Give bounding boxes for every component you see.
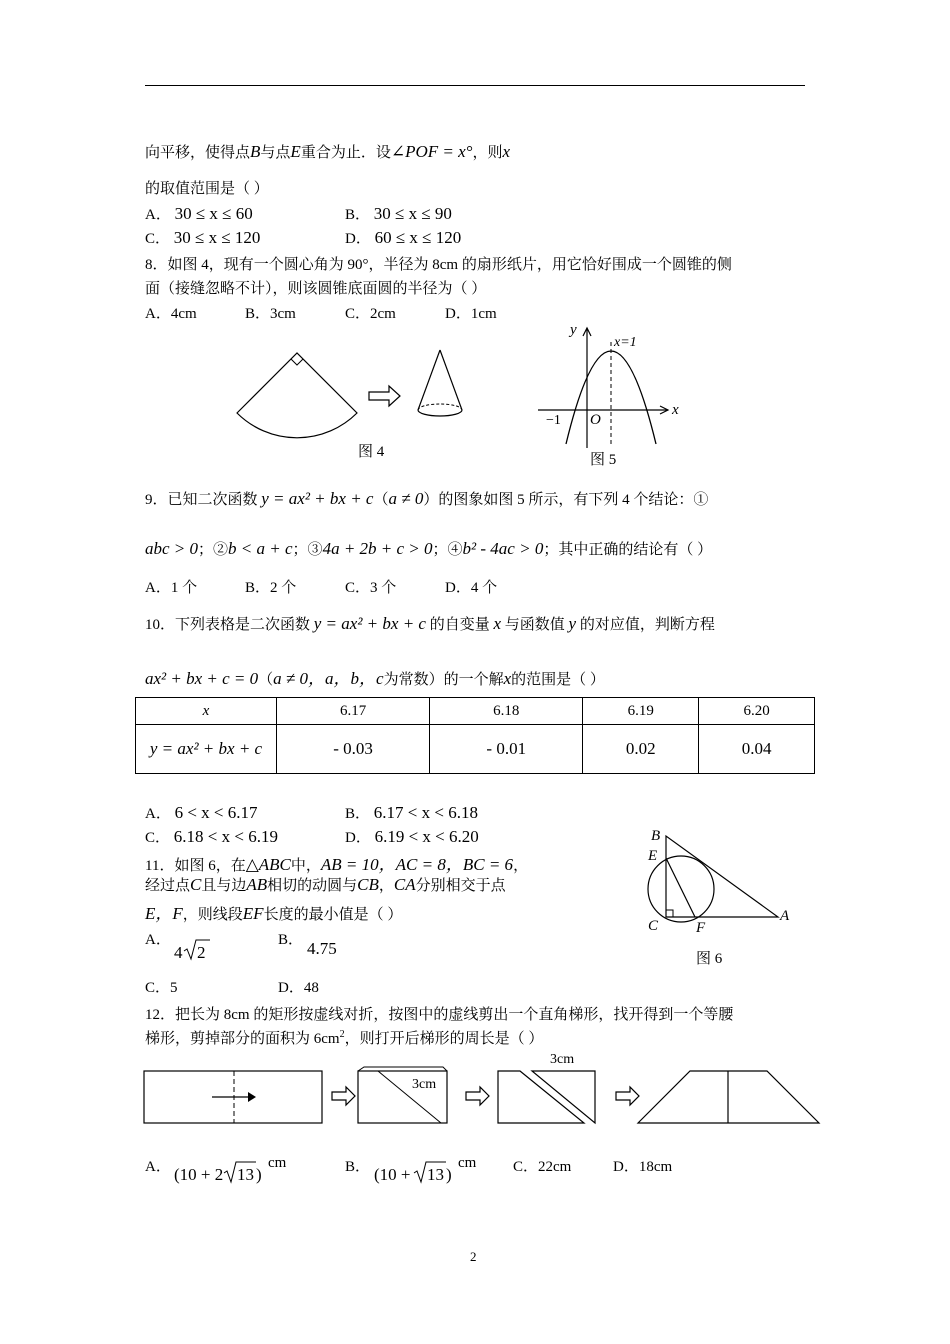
q9-condition: a ≠ 0 xyxy=(388,489,424,508)
cut-label-2: 3cm xyxy=(550,1052,575,1067)
step-arrow-icon xyxy=(332,1087,355,1105)
q9-line2 xyxy=(145,538,712,559)
q11-text-g: 分别相交于点 xyxy=(415,878,506,894)
option-suffix: ) xyxy=(446,1165,452,1184)
table-cell: 0.04 xyxy=(699,725,815,774)
segment-ef: EF xyxy=(242,904,264,923)
cut-label-1: 3cm xyxy=(412,1077,437,1092)
table-cell: - 0.01 xyxy=(430,725,583,774)
side-cb: CB xyxy=(357,875,379,894)
q9-tail: ；其中正确的结论有（ ） xyxy=(543,542,713,558)
segment-ef-line xyxy=(666,858,695,917)
var-y: y xyxy=(568,614,577,633)
q7-text-a: 向平移，使得点 xyxy=(145,145,251,161)
q9-text-a: 9．已知二次函数 xyxy=(145,492,258,508)
table-cell: 0.02 xyxy=(583,725,699,774)
q11-option-b-value: 4.75 xyxy=(307,939,337,958)
q8-option-a: A．4cm xyxy=(145,306,197,322)
option-prefix: (10 + xyxy=(374,1165,411,1184)
cone-right-edge xyxy=(440,350,462,410)
q12-option-a-unit: cm xyxy=(268,1155,287,1171)
step-arrow-icon xyxy=(466,1087,489,1105)
q7-option-b xyxy=(345,203,452,224)
option-radicand: 2 xyxy=(197,943,206,962)
right-angle-mark xyxy=(291,359,303,365)
q11-line1 xyxy=(145,850,528,875)
q12-line1: 12．把长为 8cm 的矩形按虚线对折，按图中的虚线剪出一个直角梯形，找开得到一个等腰 xyxy=(145,1007,734,1023)
option-expr: 6 < x < 6.17 xyxy=(174,803,258,822)
q11-option-a-expr xyxy=(170,936,220,964)
q11-text-f: 相切的动圆与 xyxy=(267,878,358,894)
q9-option-b: B．2 个 xyxy=(245,580,297,596)
q12-option-a-label: A． xyxy=(145,1159,171,1175)
point-b: B xyxy=(250,142,261,161)
q10-text-d: 的对应值，判断方程 xyxy=(579,617,715,633)
point-e: E xyxy=(290,142,301,161)
ac-length: ，AC = 8 xyxy=(378,855,446,874)
q11-line2 xyxy=(145,874,506,895)
q10-text-e: （ xyxy=(258,672,274,688)
page-number: 2 xyxy=(470,1249,477,1264)
option-coef: 4 xyxy=(174,943,183,962)
table-cell: - 0.03 xyxy=(277,725,430,774)
q10-option-c xyxy=(145,826,278,847)
q9-option-a: A．1 个 xyxy=(145,580,198,596)
q9-line1 xyxy=(145,488,708,509)
q10-option-b xyxy=(345,802,478,823)
option-label: B． xyxy=(345,806,371,822)
q9-conclusion-1: abc > 0 xyxy=(145,539,199,558)
q11-text-c: ， xyxy=(513,858,529,874)
value-table xyxy=(135,697,815,774)
q9-sep: ；③ xyxy=(292,542,323,558)
q8-option-b: B．3cm xyxy=(245,306,296,322)
q12-option-b-expr xyxy=(372,1158,458,1188)
q9-sep: ；④ xyxy=(432,542,463,558)
option-expr: 30 ≤ x ≤ 120 xyxy=(173,228,261,247)
q12-text-b: ，则打开后梯形的周长是（ ） xyxy=(344,1031,544,1047)
option-label: D． xyxy=(345,231,371,247)
q11-text-b: 中， xyxy=(290,858,321,874)
header-rule xyxy=(145,85,805,86)
q10-text-b: 的自变量 xyxy=(429,617,490,633)
q10-text-f: 为常数）的一个解 xyxy=(383,672,504,688)
table-cell: 6.20 xyxy=(699,698,815,725)
q12-option-b-unit: cm xyxy=(458,1155,477,1171)
q7-line2: 的取值范围是（ ） xyxy=(145,181,269,197)
side-ca: CA xyxy=(393,875,416,894)
option-label: D． xyxy=(345,830,371,846)
q11-text-h: ，则线段 xyxy=(182,907,243,923)
q12-option-c: C．22cm xyxy=(513,1159,572,1175)
ab-length: AB = 10 xyxy=(320,855,379,874)
option-label: C． xyxy=(145,231,171,247)
q12-option-b-label: B． xyxy=(345,1159,371,1175)
option-radicand: 13 xyxy=(427,1165,444,1184)
q11-option-b-label: B． xyxy=(278,932,304,948)
option-radicand: 13 xyxy=(237,1165,254,1184)
q9-text-c: ）的图象如图 5 所示，有下列 4 个结论：① xyxy=(423,492,709,508)
q7-option-c xyxy=(145,227,260,248)
q11-option-a-label: A． xyxy=(145,932,171,948)
q11-option-d: D．48 xyxy=(278,980,319,996)
label-b: B xyxy=(651,828,661,844)
q9-option-c: C．3 个 xyxy=(345,580,397,596)
figure-6 xyxy=(640,822,800,972)
q9-option-d: D．4 个 xyxy=(445,580,498,596)
option-label: B． xyxy=(345,207,371,223)
option-expr: 6.19 < x < 6.20 xyxy=(374,827,479,846)
q7-option-d xyxy=(345,227,461,248)
q7-text-c: 重合为止．设 xyxy=(300,145,391,161)
q8-line1: 8．如图 4，现有一个圆心角为 90°，半径为 8cm 的扇形纸片，用它恰好围成一个圆锥的侧 xyxy=(145,257,732,273)
label-f: F xyxy=(696,920,706,936)
figure-6-caption: 图 6 xyxy=(696,951,723,967)
option-label: A． xyxy=(145,806,171,822)
q11-text-i: 长度的最小值是（ ） xyxy=(263,907,403,923)
table-head-y: y = ax² + bx + c xyxy=(136,725,277,774)
q10-line1 xyxy=(145,613,715,634)
q10-option-d xyxy=(345,826,479,847)
q12-option-a-expr xyxy=(172,1158,270,1188)
q9-text-b: （ xyxy=(373,492,389,508)
var-x: x xyxy=(502,142,510,161)
q10-condition: a ≠ 0，a，b，c xyxy=(273,669,384,688)
table-cell: 6.19 xyxy=(583,698,699,725)
q11-option-c: C．5 xyxy=(145,980,178,996)
figure-5-caption: 图 5 xyxy=(590,452,617,468)
q12-line2 xyxy=(145,1027,543,1048)
triangle-abc: △ABC xyxy=(245,855,291,874)
figure-fold-steps xyxy=(140,1048,825,1130)
option-label: C． xyxy=(145,830,171,846)
figure-4-caption: 图 4 xyxy=(358,444,385,460)
q7-text-d: ，则 xyxy=(472,145,503,161)
q11-comma: ， xyxy=(378,878,394,894)
x-label: x xyxy=(672,402,679,418)
option-prefix: (10 + 2 xyxy=(174,1165,224,1184)
q9-sep: ；② xyxy=(198,542,229,558)
point-c: C xyxy=(190,875,202,894)
option-suffix: ) xyxy=(256,1165,262,1184)
q10-function: y = ax² + bx + c xyxy=(313,614,426,633)
angle-pof-expr: ∠POF = x° xyxy=(390,142,473,161)
label-a: A xyxy=(780,908,790,924)
cut-off-piece xyxy=(532,1071,595,1123)
table-head-x: x xyxy=(136,698,277,725)
cone-left-edge xyxy=(418,350,440,410)
table-row xyxy=(136,725,815,774)
triangle-abc-shape xyxy=(666,836,778,917)
q10-line2 xyxy=(145,664,605,689)
option-expr: 30 ≤ x ≤ 90 xyxy=(373,204,452,223)
option-expr: 6.17 < x < 6.18 xyxy=(373,803,478,822)
table-cell: 6.18 xyxy=(430,698,583,725)
step-arrow-icon xyxy=(616,1087,639,1105)
q10-text-a: 10．下列表格是二次函数 xyxy=(145,617,311,633)
q9-conclusion-2: b < a + c xyxy=(228,539,293,558)
q10-equation: ax² + bx + c = 0 xyxy=(145,669,259,688)
figure-4 xyxy=(230,340,480,470)
table-row xyxy=(136,698,815,725)
label-e: E xyxy=(648,848,658,864)
var-x: x xyxy=(493,614,502,633)
neg-one-label: −1 xyxy=(546,413,561,428)
var-x: x xyxy=(503,669,512,688)
table-cell: 6.17 xyxy=(277,698,430,725)
axis-label: x=1 xyxy=(614,335,637,350)
q7-line1 xyxy=(145,141,510,162)
q8-option-c: C．2cm xyxy=(345,306,396,322)
q12-option-d: D．18cm xyxy=(613,1159,673,1175)
side-ab: AB xyxy=(246,875,268,894)
bc-length: ，BC = 6 xyxy=(445,855,514,874)
right-angle-mark xyxy=(666,910,673,917)
q7-text-b: 与点 xyxy=(260,145,291,161)
option-label: A． xyxy=(145,207,171,223)
q11-text-d: 经过点 xyxy=(145,878,191,894)
q8-option-d: D．1cm xyxy=(445,306,497,322)
q9-conclusion-3: 4a + 2b + c > 0 xyxy=(322,539,433,558)
cone-base-back xyxy=(418,404,462,410)
cone-base-front xyxy=(418,410,462,416)
q10-text-g: 的范围是（ ） xyxy=(511,672,605,688)
option-expr: 6.18 < x < 6.19 xyxy=(173,827,278,846)
figure-5 xyxy=(530,318,690,473)
q10-option-a xyxy=(145,802,258,823)
y-label: y xyxy=(570,322,577,338)
q11-line3 xyxy=(145,899,402,924)
q12-superscript: 2 xyxy=(339,1029,345,1040)
q12-text-a: 梯形，剪掉部分的面积为 6cm xyxy=(145,1031,340,1047)
points-e-f: E，F xyxy=(145,904,183,923)
arrow-head-icon xyxy=(248,1092,256,1102)
q8-line2: 面（接缝忽略不计），则该圆锥底面圆的半径为（ ） xyxy=(145,281,487,297)
sector-shape xyxy=(237,353,357,438)
q9-function: y = ax² + bx + c xyxy=(261,489,374,508)
arrow-icon xyxy=(369,386,400,406)
q7-option-a xyxy=(145,203,253,224)
q9-conclusion-4: b² - 4ac > 0 xyxy=(462,539,544,558)
origin-label: O xyxy=(590,412,601,428)
option-expr: 30 ≤ x ≤ 60 xyxy=(174,204,253,223)
option-expr: 60 ≤ x ≤ 120 xyxy=(374,228,462,247)
q11-text-a: 11．如图 6，在 xyxy=(145,858,246,874)
q11-text-e: 且与边 xyxy=(201,878,247,894)
label-c: C xyxy=(648,918,659,934)
q10-text-c: 与函数值 xyxy=(504,617,565,633)
